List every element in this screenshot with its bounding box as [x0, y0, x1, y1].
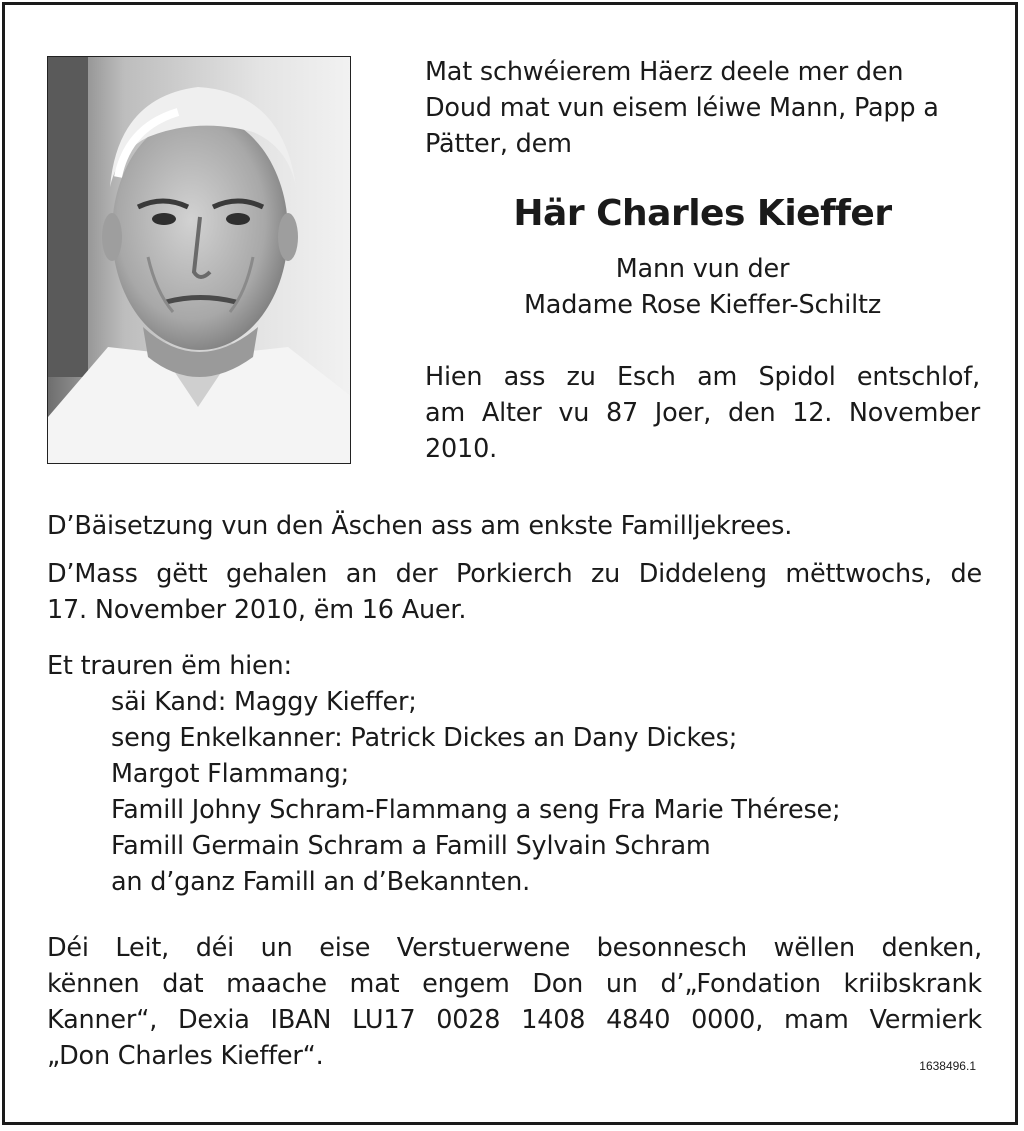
mourner-item: Margot Flammang; [111, 759, 349, 789]
death-line: Hien ass zu Esch am Spidol entschlof, [425, 362, 980, 392]
death-notice [425, 359, 980, 467]
funeral-paragraph [47, 508, 982, 544]
mass-line: 17. November 2010, ëm 16 Auer. [47, 595, 467, 625]
mourner-item: Famill Germain Schram a Famill Sylvain Schram [111, 831, 711, 861]
death-line: am Alter vu 87 Joer, den 12. November [425, 398, 980, 428]
reference-number: 1638496.1 [919, 1059, 976, 1073]
donation-line: Déi Leit, déi un eise Verstuerwene besonnesch wëllen denken, [47, 933, 982, 963]
portrait-photo [47, 56, 351, 464]
mourners-section [47, 648, 982, 900]
donation-line: Kanner“, Dexia IBAN LU17 0028 1408 4840 0000, mam Vermierk [47, 1005, 982, 1035]
donation-paragraph [47, 930, 982, 1074]
spouse-line: Madame Rose Kieffer-Schiltz [523, 290, 882, 320]
mourners-heading: Et trauren ëm hien: [47, 651, 292, 681]
donation-line: kënnen dat maache mat engem Don un d’„Fondation kriibskrank [47, 969, 982, 999]
mass-line: D’Mass gëtt gehalen an der Porkierch zu Diddeleng mëttwochs, de [47, 559, 982, 589]
mourner-item: seng Enkelkanner: Patrick Dickes an Dany Dickes; [111, 723, 738, 753]
mourner-item: säi Kand: Maggy Kieffer; [111, 687, 417, 717]
donation-line: „Don Charles Kieffer“. [47, 1041, 324, 1071]
mourner-item: Famill Johny Schram-Flammang a seng Fra Marie Thérese; [111, 795, 841, 825]
intro-line: Doud mat vun eisem léiwe Mann, Papp a [425, 93, 939, 123]
death-line: 2010. [425, 434, 498, 464]
mass-paragraph [47, 556, 982, 628]
deceased-name: Här Charles Kieffer [513, 193, 892, 234]
funeral-text: D’Bäisetzung vun den Äschen ass am enkste Familljekrees. [47, 511, 793, 541]
spouse-text [425, 251, 980, 323]
spouse-line: Mann vun der [615, 254, 790, 284]
portrait-illustration [48, 57, 351, 464]
mourner-item: an d’ganz Famill an d’Bekannten. [111, 867, 530, 897]
intro-line: Pätter, dem [425, 129, 572, 159]
intro-text [425, 54, 980, 162]
intro-line: Mat schwéierem Häerz deele mer den [425, 57, 904, 87]
